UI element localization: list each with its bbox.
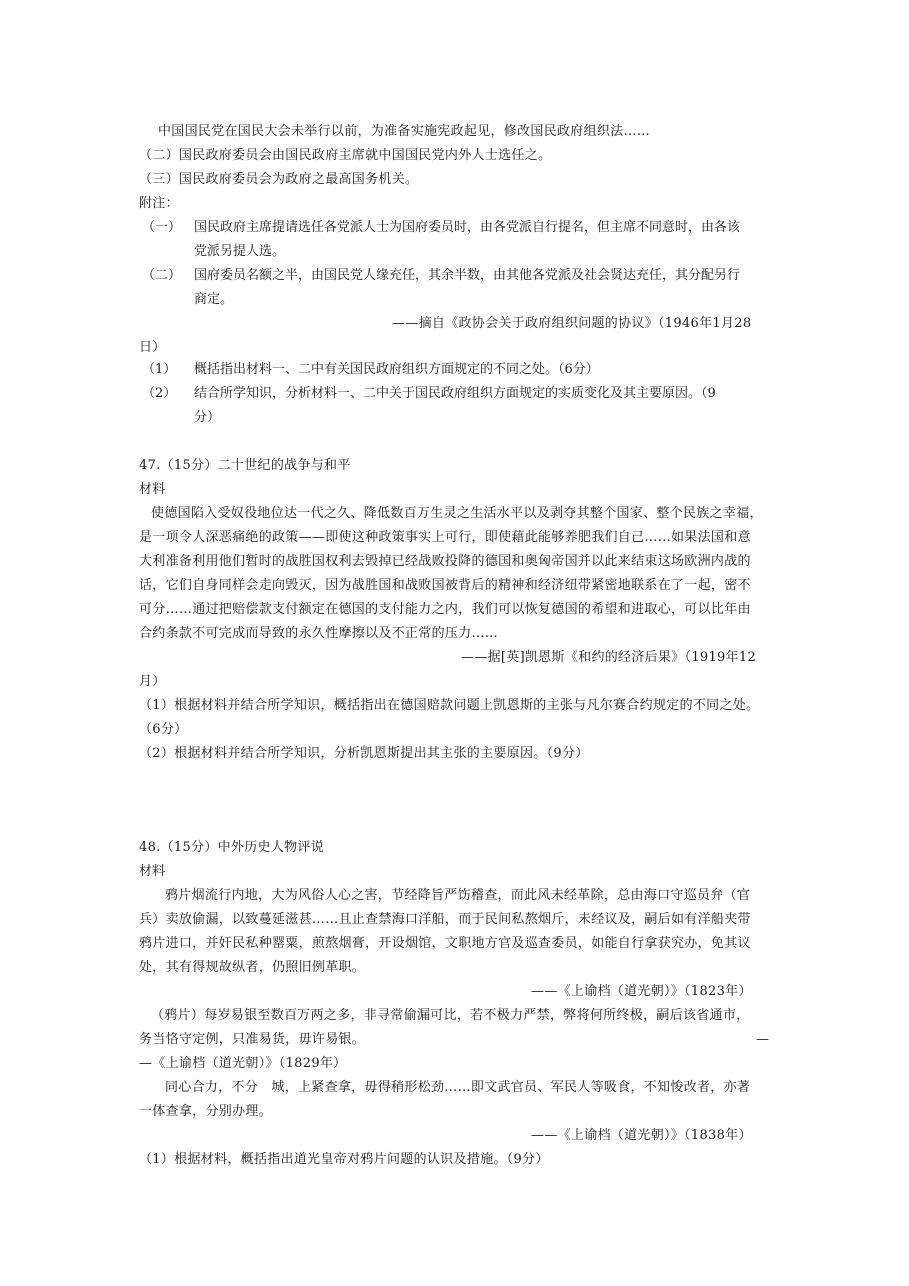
s46-item-3: （三）国民政府委员会为政府之最高国务机关。 xyxy=(139,172,419,187)
s48-source-1829: —《上谕档（道光朝）》（1829年） xyxy=(139,1056,347,1071)
s47-paragraph-line: 可分……通过把赔偿款支付额定在德国的支付能力之内，我们可以恢复德国的希望和进取心，可以比年由 xyxy=(139,602,751,617)
s47-question-1-cont: （6分） xyxy=(139,722,188,737)
s48-paragraph-line: 鸦片进口，并奸民私种罂粟，煎熬烟膏，开设烟馆，文职地方官及巡查委员，如能自行拿获究办，免其议 xyxy=(139,936,751,951)
s46-source: ——摘自《政协会关于政府组织问题的协议》（1946年1月28 xyxy=(392,316,752,331)
s48-paragraph-line: （鸦片）每岁易银至数百万两之多，非寻常偷漏可比，若不极力严禁，弊将何所终极，嗣后该省通市， xyxy=(151,1008,750,1023)
s47-source-cont: 月） xyxy=(139,674,166,689)
s48-question-1: （1）根据材料，概括指出道光皇帝对鸦片问题的认识及措施。（9分） xyxy=(139,1152,549,1167)
s48-dash: — xyxy=(756,1032,770,1047)
note-text-line1: 国民政府主席提请选任各党派人士为国府委员时，由各党派自行提名，但主席不同意时，由各该 xyxy=(194,220,741,235)
question-label: （1） xyxy=(142,362,177,377)
s48-paragraph-line: 一体查拿，分别办理。 xyxy=(139,1104,273,1119)
s47-question-2: （2）根据材料并结合所学知识，分析凯恩斯提出其主张的主要原因。（9分） xyxy=(139,746,589,761)
s48-source-1838: ——《上谕档（道光朝）》（1838年） xyxy=(531,1128,752,1143)
question-text: 概括指出材料一、二中有关国民政府组织方面规定的不同之处。（6分） xyxy=(194,362,599,377)
s48-source-1823: ——《上谕档（道光朝）》（1823年） xyxy=(531,984,752,999)
s47-question-1: （1）根据材料并结合所学知识，概括指出在德国赔款问题上凯恩斯的主张与凡尔赛合约规定的不同之处。 xyxy=(139,698,760,713)
s47-paragraph-line: 使德国陷入受奴役地位达一代之久、降低数百万生灵之生活水平以及剥夺其整个国家、整个民族之幸福， xyxy=(151,506,763,521)
s47-paragraph-line: 是一项令人深恶痛绝的政策——即使这种政策事实上可行，即使藉此能够养肥我们自己……如果法国和意 xyxy=(139,530,751,545)
s47-paragraph-line: 话，它们自身同样会走向毁灭，因为战胜国和战败国被背后的精神和经济纽带紧密地联系在了一起，密不 xyxy=(139,578,751,593)
s46-question-1 xyxy=(142,362,782,382)
note-text-line2: 党派另提人选。 xyxy=(194,244,286,259)
s47-title: 47.（15分）二十世纪的战争与和平 xyxy=(139,458,351,473)
note-text-line1: 国府委员名额之半，由国民党人缘充任，其余半数，由其他各党派及社会贤达充任，其分配另行 xyxy=(194,268,741,283)
s46-source-cont: 日） xyxy=(139,340,166,355)
s46-note-title: 附注： xyxy=(139,196,179,211)
s46-intro: 中国国民党在国民大会未举行以前，为准备实施宪政起见，修改国民政府组织法…… xyxy=(158,124,651,139)
s46-question-2 xyxy=(142,386,782,426)
s48-title: 48.（15分）中外历史人物评说 xyxy=(139,840,325,855)
s48-material-label: 材料 xyxy=(139,864,166,879)
question-text-line2: 分） xyxy=(194,410,221,425)
s48-paragraph-line: 处，其有得规故纵者，仍照旧例革职。 xyxy=(139,960,366,975)
s46-item-2: （二）国民政府委员会由国民政府主席就中国国民党内外人士选任之。 xyxy=(139,148,552,163)
question-text-line1: 结合所学知识，分析材料一、二中关于国民政府组织方面规定的实质变化及其主要原因。（9 xyxy=(194,386,716,401)
question-label: （2） xyxy=(142,386,177,401)
s48-paragraph-line: 兵）卖放偷漏，以致蔓延滋甚……且止查禁海口洋船，而于民间私熬烟斤，未经议及，嗣后如有洋船夹带 xyxy=(139,912,751,927)
s48-paragraph-line: 鸦片烟流行内地，大为风俗人心之害，节经降旨严饬稽查，而此风未经革除，总由海口守巡员弁（官 xyxy=(165,888,751,903)
s47-paragraph-line: 大利准备利用他们暂时的战胜国权利去毁掉已经战败投降的德国和奥匈帝国并以此来结束这场欧洲内战的 xyxy=(139,554,751,569)
note-label: （一） xyxy=(142,220,182,235)
s46-note-2 xyxy=(142,268,782,308)
note-text-line2: 商定。 xyxy=(194,292,234,307)
s47-material-label: 材料 xyxy=(139,482,166,497)
s47-paragraph-line: 合约条款不可完成而导致的永久性摩擦以及不正常的压力…… xyxy=(139,626,499,641)
s47-source: ——据[英]凯恩斯《和约的经济后果》（1919年12 xyxy=(461,650,757,665)
s46-note-1 xyxy=(142,220,782,260)
s48-paragraph-line: 同心合力，不分 城，上紧查拿，毋得稍形松劲……即文武官员、军民人等吸食，不知悛改者，亦著 xyxy=(165,1080,751,1095)
s48-paragraph-line: 务当恪守定例，只准易货，毋许易银。 xyxy=(139,1032,366,1047)
note-label: （二） xyxy=(142,268,182,283)
